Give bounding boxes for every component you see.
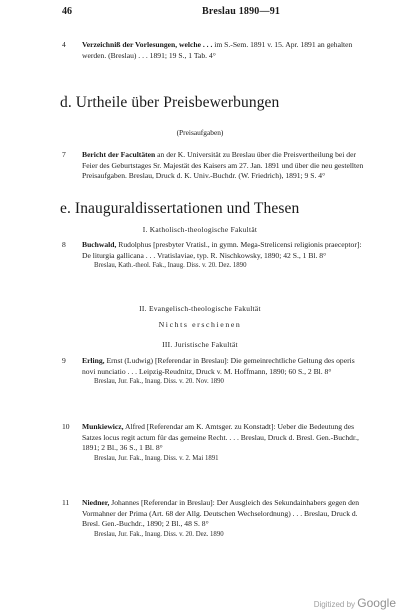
entry-11: [62, 498, 364, 540]
entry-number: 8: [62, 240, 66, 249]
entry-note: Breslau, Jur. Fak., Inaug. Diss. v. 20. Nov. 1890: [94, 378, 224, 385]
entry-note: Breslau, Jur. Fak., Inaug. Diss. v. 20. Dez. 1890: [94, 530, 224, 538]
entry-text: [82, 422, 364, 454]
entry-body: Alfred [Referendar am K. Amtsger. zu Konstadt]: Ueber die Bedeutung des Satzes locus regit actum für das gemeine Recht. . . . Breslau, Druck d. Bresl. Gen.-Buchdr., 1891; 2 Bl., 36 S., 1 Bl. 8°: [82, 422, 359, 452]
section-d-subtitle: (Preisaufgaben): [176, 128, 224, 137]
entry-text: [82, 40, 364, 61]
entry-number: 10: [62, 422, 70, 431]
entry-body: Johannes [Referendar in Breslau]: Der Ausgleich des Sekundainhabers gegen den Vormahner der Prima (Art. 68 der Allg. Deutschen Wechselordnung) . . . Breslau, Druck d. Bresl. Gen.-Buchdr., 1890; 2 Bl., 48 S. 8°: [82, 498, 360, 528]
faculty-heading-3: III. Juristische Fakultät: [162, 340, 238, 349]
entry-8: [62, 240, 364, 272]
section-e-heading: e. Inauguraldissertationen und Thesen: [60, 200, 300, 217]
entry-text: [82, 150, 364, 182]
entry-title: Niedner,: [82, 498, 110, 507]
entry-title: Verzeichniß der Vorlesungen, welche . . .: [82, 40, 213, 49]
entry-body: im S.-Sem. 1891 v. 15. Apr. 1891 an gehalten werden. (Breslau) . . . 1891; 19 S., 1 Tab. 4°: [82, 40, 353, 60]
entry-number: 4: [62, 40, 66, 49]
entry-body: an der K. Universität zu Breslau über die Preisvertheilung bei der Feier des Geburtstages Sr. Majestät des Kaisers am 27. Jan. 1891 und über die neu gestellten Preisaufgaben. Breslau, Druck d. K. Univ.-Buchdr. (W. Friedrich), 1891; 9 S. 4°: [82, 150, 364, 180]
entry-7: [62, 150, 364, 182]
page-header: [62, 6, 370, 22]
watermark-prefix: Digitized by: [313, 600, 356, 609]
entry-number: 7: [62, 150, 66, 159]
entry-title: Erling,: [82, 356, 105, 365]
entry-title: Munkiewicz,: [82, 422, 124, 431]
entry-text: [82, 498, 364, 530]
entry-title: Buchwald,: [82, 240, 117, 249]
entry-body: Ernst (Ludwig) [Referendar in Breslau]: Die gemeinrechtliche Geltung des operis novi nunciatio . . . Leipzig-Reudnitz, Druck v. M. Hoffmann, 1890; 60 S., 2 Bl. 8°: [82, 356, 355, 376]
nothing-published: Nichts erschienen: [158, 320, 242, 329]
entry-9: [62, 356, 364, 388]
faculty-heading-1: I. Katholisch-theologische Fakultät: [142, 225, 258, 234]
section-d-heading: d. Urtheile über Preisbewerbungen: [60, 94, 280, 111]
entry-number: 11: [62, 498, 70, 507]
entry-10: [62, 422, 364, 464]
running-title: Breslau 1890—91: [202, 6, 281, 17]
entry-body: Rudolphus [presbyter Vratisl., in gymn. Mega-Strelicensi religionis praeceptor]: De liturgia gallicana . . . Vratislaviae, typ. R. Nischkowsky, 1890; 42 S., 1 Bl. 8°: [82, 240, 362, 260]
entry-number: 9: [62, 356, 66, 365]
entry-title: Bericht der Facultäten: [82, 150, 156, 159]
entry-text: [82, 356, 364, 377]
entry-note: Breslau, Kath.-theol. Fak., Inaug. Diss. v. 20. Dez. 1890: [94, 262, 247, 269]
entry-4: [62, 40, 364, 61]
page-number: 46: [62, 6, 72, 17]
watermark-brand: Google: [357, 596, 396, 610]
faculty-heading-2: II. Evangelisch-theologische Fakultät: [139, 304, 261, 313]
entry-text: [82, 240, 364, 261]
digitized-watermark: [314, 596, 396, 610]
entry-note: Breslau, Jur. Fak., Inaug. Diss. v. 2. Mai 1891: [94, 454, 219, 462]
